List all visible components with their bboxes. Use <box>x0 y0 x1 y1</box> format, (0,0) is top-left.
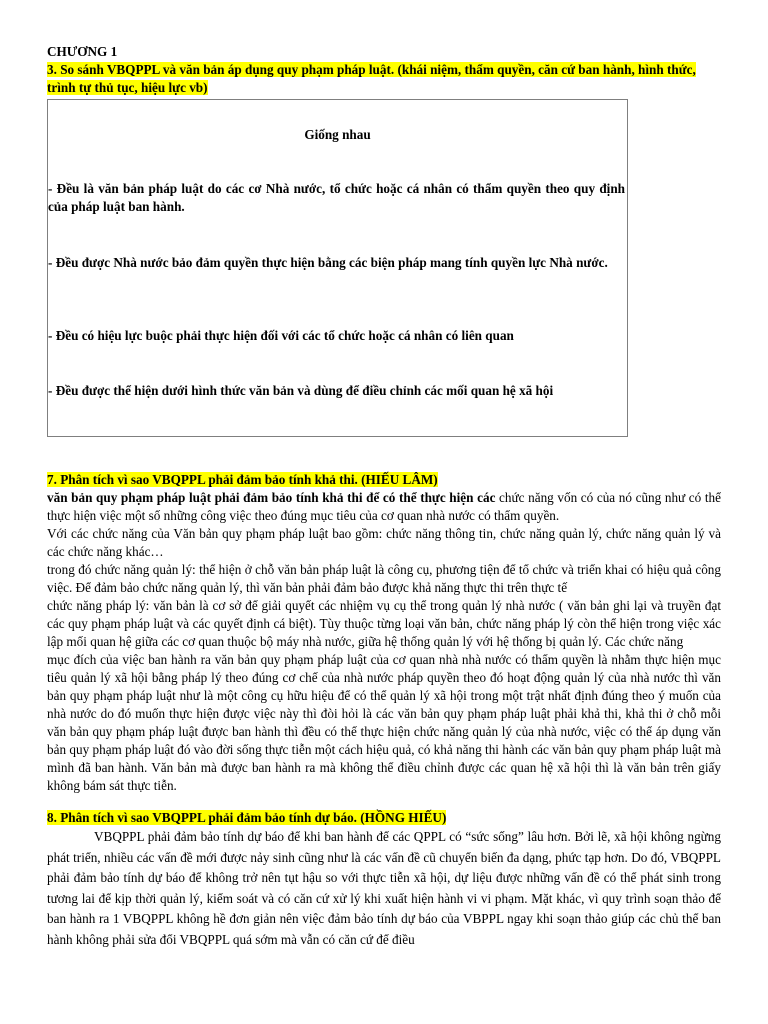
question-7-title-text: 7. Phân tích vì sao VBQPPL phải đảm bảo tính khả thi. (HIẾU LÂM) <box>47 472 438 487</box>
question-8-title <box>47 809 721 827</box>
comparison-table <box>47 99 628 437</box>
question-7-lead <box>47 489 721 525</box>
question-7-title <box>47 471 721 489</box>
question-3-title <box>47 61 721 97</box>
question-7-section <box>47 471 721 795</box>
document-content <box>47 43 721 950</box>
similarity-item: - Đều được thể hiện dưới hình thức văn bản và dùng để điều chỉnh các mối quan hệ xã hội <box>48 383 554 398</box>
table-header-similarities: Giống nhau <box>304 127 371 142</box>
similarity-item: - Đều được Nhà nước bảo đảm quyền thực hiện bằng các biện pháp mang tính quyền lực Nhà nước. <box>48 255 608 270</box>
similarity-item: - Đều có hiệu lực buộc phải thực hiện đối với các tổ chức hoặc cá nhân có liên quan <box>48 328 514 343</box>
question-8-section <box>47 809 721 950</box>
question-7-paragraph: mục đích của việc ban hành ra văn bản quy phạm pháp luật của cơ quan nhà nhà nước có thẩm quyền là nhằm thực hiện mục tiêu quản lý xã hội bằng pháp lý theo đúng cơ chế của nhà nước pháp quyền theo đó hoạt động quản lý của nhà nước thì văn bản quy phạm pháp luật như là một công cụ hữu hiệu để có thể quản lý xã hội trong một trật nhất định đúng theo ý muốn của nhà nước do đó muốn thực hiện được việc này thì đòi hỏi là các văn bản quy phạm pháp luật phải khả thi, khả thi ở chỗ mỗi văn bản quy phạm pháp luật được ban hành thì đều có thể thực hiện chức năng quản lý của nhà nước, việc có thể áp dụng văn bản quy phạm pháp luật đó vào đời sống thực tiễn một cách hiệu quả, có khả năng thi hành các văn bản quy phạm pháp luật mà mình đã ban hành. Văn bản mà được ban hành ra mà không thể điều chỉnh được các quan hệ xã hội thì là văn bản trên giấy không bám sát thực tiễn. <box>47 652 721 793</box>
question-3-title-text: 3. So sánh VBQPPL và văn bản áp dụng quy phạm pháp luật. (khái niệm, thẩm quyền, căn cứ ban hành, hình thức, trình tự thủ tục, hiệu lực vb) <box>47 62 696 95</box>
similarity-item: - Đều là văn bản pháp luật do các cơ Nhà nước, tổ chức hoặc cá nhân có thẩm quyền theo quy định của pháp luật ban hành. <box>48 181 625 214</box>
question-7-paragraph: Với các chức năng của Văn bản quy phạm pháp luật bao gồm: chức năng thông tin, chức năng quản lý, chức năng quản lý và các chức năng khác… <box>47 526 721 559</box>
question-8-title-text: 8. Phân tích vì sao VBQPPL phải đảm bảo tính dự báo. (HỒNG HIẾU) <box>47 810 447 825</box>
question-7-paragraph: chức năng pháp lý: văn bản là cơ sở để giải quyết các nhiệm vụ cụ thể trong quản lý nhà nước ( văn bản ghi lại và truyền đạt các quy phạm pháp luật và các quyết định cá biệt). Tùy thuộc từng loại văn bản, chức năng pháp lý còn thể hiện trong việc xác lập mối quan hệ giữa các cơ quan thuộc bộ máy nhà nước, giữa hệ thống quản lý với hệ thống bị quản lý. Các chức năng <box>47 598 721 649</box>
question-7-paragraph: trong đó chức năng quản lý: thể hiện ở chỗ văn bản pháp luật là công cụ, phương tiện để tổ chức và triển khai có hiệu quả công việc. Để đảm bảo chức năng quản lý, thì văn bản phải đảm bảo được khả năng thực thi trên thực tế <box>47 562 721 595</box>
question-7-lead-bold: văn bản quy phạm pháp luật phải đảm bảo tính khả thi để có thể thực hiện các <box>47 490 496 505</box>
question-8-body: VBQPPL phải đảm bảo tính dự báo để khi ban hành để các QPPL có “sức sống” lâu hơn. Bởi lẽ, xã hội không ngừng phát triển, nhiều các vấn đề mới được nảy sinh cũng như là các vấn đề cũ chuyển biến đa dạng, phức tạp hơn. Do đó, VBQPPL phải đảm bảo tính dự báo để không trở nên tụt hậu so với thực tiễn xã hội, dự liệu được những vấn đề có thể phát sinh trong tương lai để kịp thời quản lý, kiểm soát và có căn cứ xử lý khi xuất hiện hành vi vi phạm. Mặt khác, vì quy trình soạn thảo để ban hành ra 1 VBQPPL không hề đơn giản nên việc đảm bảo tính dự báo của VBPPL ngay khi soạn thảo giúp các chủ thể ban hành không phải sửa đổi VBQPPL quá sớm mà vẫn có căn cứ để điều <box>47 829 721 947</box>
chapter-heading: CHƯƠNG 1 <box>47 44 118 59</box>
question-7-lead-rest: chức năng vốn có của nó cũng như có thể thực hiện việc một số những công việc theo đúng mục tiêu của cơ quan nhà nước có thẩm quyền. <box>47 490 721 523</box>
